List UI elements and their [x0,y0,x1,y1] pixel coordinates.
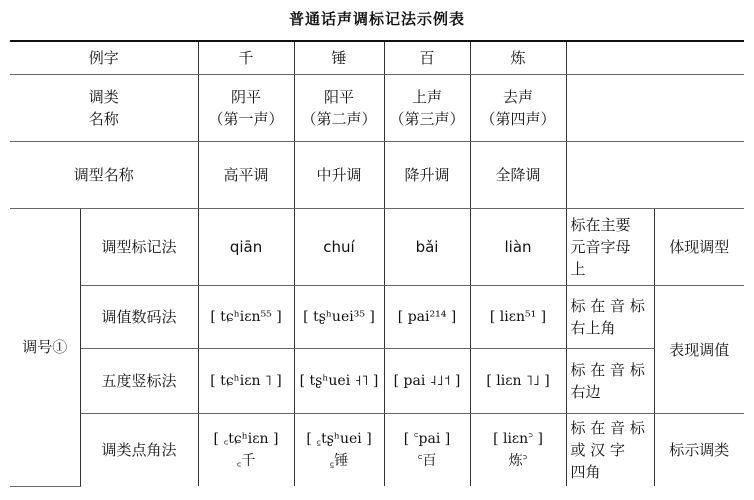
tone-mark-value: [ pai ˨˩˦ ] [384,349,470,414]
tone-class-sub: （第三声） [389,110,465,128]
tone-mark-value [294,414,384,487]
tone-class-cell [470,75,566,142]
tone-mark-group-label: 调号① [10,209,80,487]
tone-mark-ipa: [ liɛn꜄ ] [493,431,543,447]
tone-mark-value: [ tɕʰiɛn ˥ ] [198,349,294,414]
tone-mark-value: chuí [294,209,384,286]
tone-class-sub: （第二声） [301,110,377,128]
method-name: 调值数码法 [80,286,198,349]
tone-class-sub: （第四声） [480,110,556,128]
tone-marking-table [10,40,744,487]
tone-mark-value: liàn [470,209,566,286]
table-row [10,286,744,349]
table-row [10,75,744,142]
tone-mark-ipa: [ ꜀tɕʰiɛn ] [213,431,279,447]
tone-mark-value: [ liɛn ˥˩ ] [470,349,566,414]
mark-position: 标在主要 元音字母 上 [566,209,654,286]
tone-type-cell: 中升调 [294,142,384,209]
tone-class-cell [384,75,470,142]
mark-purpose: 标示调类 [654,414,744,487]
empty-cell [566,41,744,75]
method-name: 调型标记法 [80,209,198,286]
tone-type-header: 调型名称 [10,142,198,209]
mark-position: 标 在 音 标 或 汉 字 四角 [566,414,654,487]
tone-class-name: 阴平 [231,88,262,106]
tone-type-cell: 降升调 [384,142,470,209]
mark-purpose: 表现调值 [654,286,744,414]
empty-cell [566,142,744,209]
example-char: 百 [384,41,470,75]
table-row [10,142,744,209]
page-title: 普通话声调标记法示例表 [288,10,465,28]
tone-class-header: 调类 名称 [10,75,198,142]
tone-mark-char: ꜀千 [236,453,256,469]
tone-mark-char: ꜂百 [417,453,437,469]
tone-class-name: 上声 [412,88,443,106]
tone-mark-value: [ pai²¹⁴ ] [384,286,470,349]
mark-position: 标 在 音 标 右上角 [566,286,654,349]
tone-mark-value: [ liɛn⁵¹ ] [470,286,566,349]
tone-class-cell [198,75,294,142]
mark-position: 标 在 音 标 右边 [566,349,654,414]
tone-mark-ipa: [ ꜁tʂʰuei ] [306,431,372,447]
example-char-header: 例字 [10,41,198,75]
tone-type-cell: 高平调 [198,142,294,209]
method-name: 调类点角法 [80,414,198,487]
tone-mark-value: qiān [198,209,294,286]
example-char: 炼 [470,41,566,75]
tone-mark-value [470,414,566,487]
tone-type-cell: 全降调 [470,142,566,209]
empty-cell [566,75,744,142]
example-char: 千 [198,41,294,75]
tone-class-sub: （第一声） [208,110,284,128]
tone-mark-value: [ tɕʰiɛn⁵⁵ ] [198,286,294,349]
tone-mark-value [384,414,470,487]
mark-purpose: 体现调型 [654,209,744,286]
tone-mark-ipa: [ ꜂pai ] [403,431,451,447]
tone-class-name: 阳平 [324,88,355,106]
example-char: 锤 [294,41,384,75]
tone-class-name: 去声 [503,88,534,106]
tone-mark-char: 炼꜄ [508,453,528,469]
table-row [10,41,744,75]
tone-mark-value: [ tʂʰuei³⁵ ] [294,286,384,349]
table-row [10,349,744,414]
tone-mark-value: [ tʂʰuei ˧˥ ] [294,349,384,414]
table-row [10,209,744,286]
table-row [10,414,744,487]
tone-mark-value: bǎi [384,209,470,286]
tone-mark-char: ꜁锤 [329,453,349,469]
tone-class-cell [294,75,384,142]
tone-mark-value [198,414,294,487]
method-name: 五度竖标法 [80,349,198,414]
